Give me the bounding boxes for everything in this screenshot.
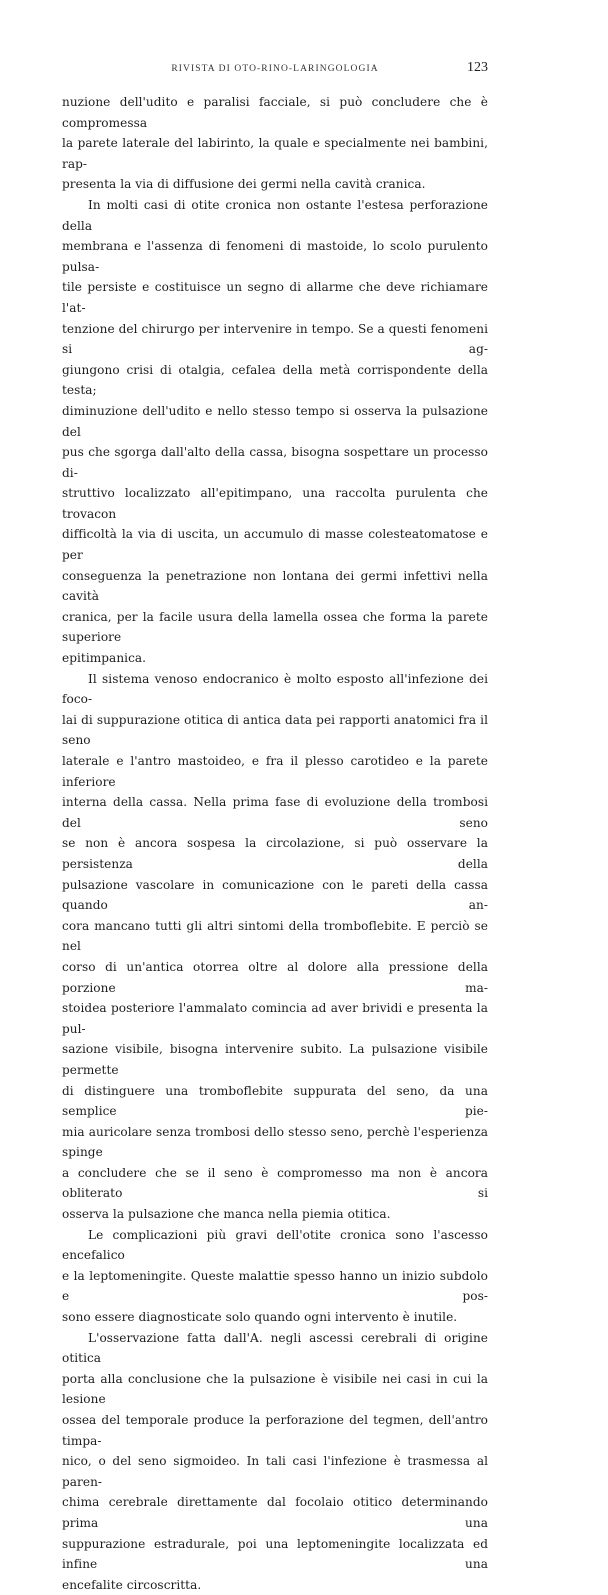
text-line: nico, o del seno sigmoideo. In tali casi l'infezione è trasmessa al paren- xyxy=(62,1454,488,1489)
text-line: mia auricolare senza trombosi dello stesso seno, perchè l'esperienza spinge xyxy=(62,1124,488,1160)
page-number: 123 xyxy=(467,60,488,75)
text-line: stoidea posteriore l'ammalato comincia ad aver brividi e presenta la pul- xyxy=(62,1001,488,1036)
running-header xyxy=(62,60,488,82)
text-line: diminuzione dell'udito e nello stesso tempo si osserva la pulsazione del xyxy=(62,403,488,439)
text-line: suppurazione estradurale, poi una leptomeningite localizzata ed infine una xyxy=(62,1536,488,1572)
text-line: laterale e l'antro mastoideo, e fra il plesso carotideo e la parete inferiore xyxy=(62,754,488,789)
text-line: chima cerebrale direttamente dal focolaio otitico determinando prima una xyxy=(62,1495,488,1530)
journal-title: RIVISTA DI OTO-RINO-LARINGOLOGIA xyxy=(171,64,379,74)
text-line: osserva la pulsazione che manca nella piemia otitica. xyxy=(62,1207,391,1222)
text-line: giungono crisi di otalgia, cefalea della metà corrispondente della testa; xyxy=(62,362,488,398)
text-line: sono essere diagnosticate solo quando ogni intervento è inutile. xyxy=(62,1310,458,1325)
text-line: corso di un'antica otorrea oltre al dolore alla pressione della porzione ma- xyxy=(62,959,488,995)
text-line: encefalite circoscritta. xyxy=(62,1577,202,1592)
text-line: cora mancano tutti gli altri sintomi della tromboflebite. E perciò se nel xyxy=(62,918,488,954)
text-line: difficoltà la via di uscita, un accumulo di masse colesteatomatose e per xyxy=(62,527,488,563)
text-line: di distinguere una tromboflebite suppurata del seno, da una semplice pie- xyxy=(62,1083,488,1119)
text-line: membrana e l'assenza di fenomeni di mastoide, lo scolo purulento pulsa- xyxy=(62,239,488,274)
text-line: sazione visibile, bisogna intervenire subito. La pulsazione visibile permette xyxy=(62,1042,488,1077)
text-line: struttivo localizzato all'epitimpano, una raccolta purulenta che trovacon xyxy=(62,486,488,521)
text-line: a concludere che se il seno è compromesso ma non è ancora obliterato si xyxy=(62,1165,488,1201)
text-line: nuzione dell'udito e paralisi facciale, si può concludere che è compromessa xyxy=(62,95,488,130)
text-line: lai di suppurazione otitica di antica data pei rapporti anatomici fra il seno xyxy=(62,712,488,748)
text-line: la parete laterale del labirinto, la quale e specialmente nei bambini, rap- xyxy=(62,136,488,171)
page xyxy=(62,60,488,1595)
text-line: pus che sgorga dall'alto della cassa, bisogna sospettare un processo di- xyxy=(62,445,488,480)
text-line: cranica, per la facile usura della lamella ossea che forma la parete superiore xyxy=(62,609,488,645)
text-line: tile persiste e costituisce un segno di allarme che deve richiamare l'at- xyxy=(62,280,488,315)
text-line: Il sistema venoso endocranico è molto esposto all'infezione dei foco- xyxy=(62,671,488,707)
text-line: ossea del temporale produce la perforazione del tegmen, dell'antro timpa- xyxy=(62,1413,488,1448)
text-line: pulsazione vascolare in comunicazione con le pareti della cassa quando an- xyxy=(62,877,488,913)
text-line: L'osservazione fatta dall'A. negli ascessi cerebrali di origine otitica xyxy=(62,1330,488,1366)
text-line: conseguenza la penetrazione non lontana dei germi infettivi nella cavità xyxy=(62,568,488,604)
text-line: interna della cassa. Nella prima fase di evoluzione della trombosi del seno xyxy=(62,795,488,830)
text-line: In molti casi di otite cronica non ostante l'estesa perforazione della xyxy=(62,197,488,233)
text-line: epitimpanica. xyxy=(62,651,147,666)
text-line: Le complicazioni più gravi dell'otite cronica sono l'ascesso encefalico xyxy=(62,1227,488,1263)
body-text xyxy=(62,92,488,1595)
text-line: e la leptomeningite. Queste malattie spesso hanno un inizio subdolo e pos- xyxy=(62,1268,488,1304)
text-line: presenta la via di diffusione dei germi nella cavità cranica. xyxy=(62,177,426,192)
text-line: se non è ancora sospesa la circolazione, si può osservare la persistenza della xyxy=(62,836,488,871)
text-line: tenzione del chirurgo per intervenire in tempo. Se a questi fenomeni si ag- xyxy=(62,321,488,357)
text-line: porta alla conclusione che la pulsazione è visibile nei casi in cui la lesione xyxy=(62,1371,488,1407)
